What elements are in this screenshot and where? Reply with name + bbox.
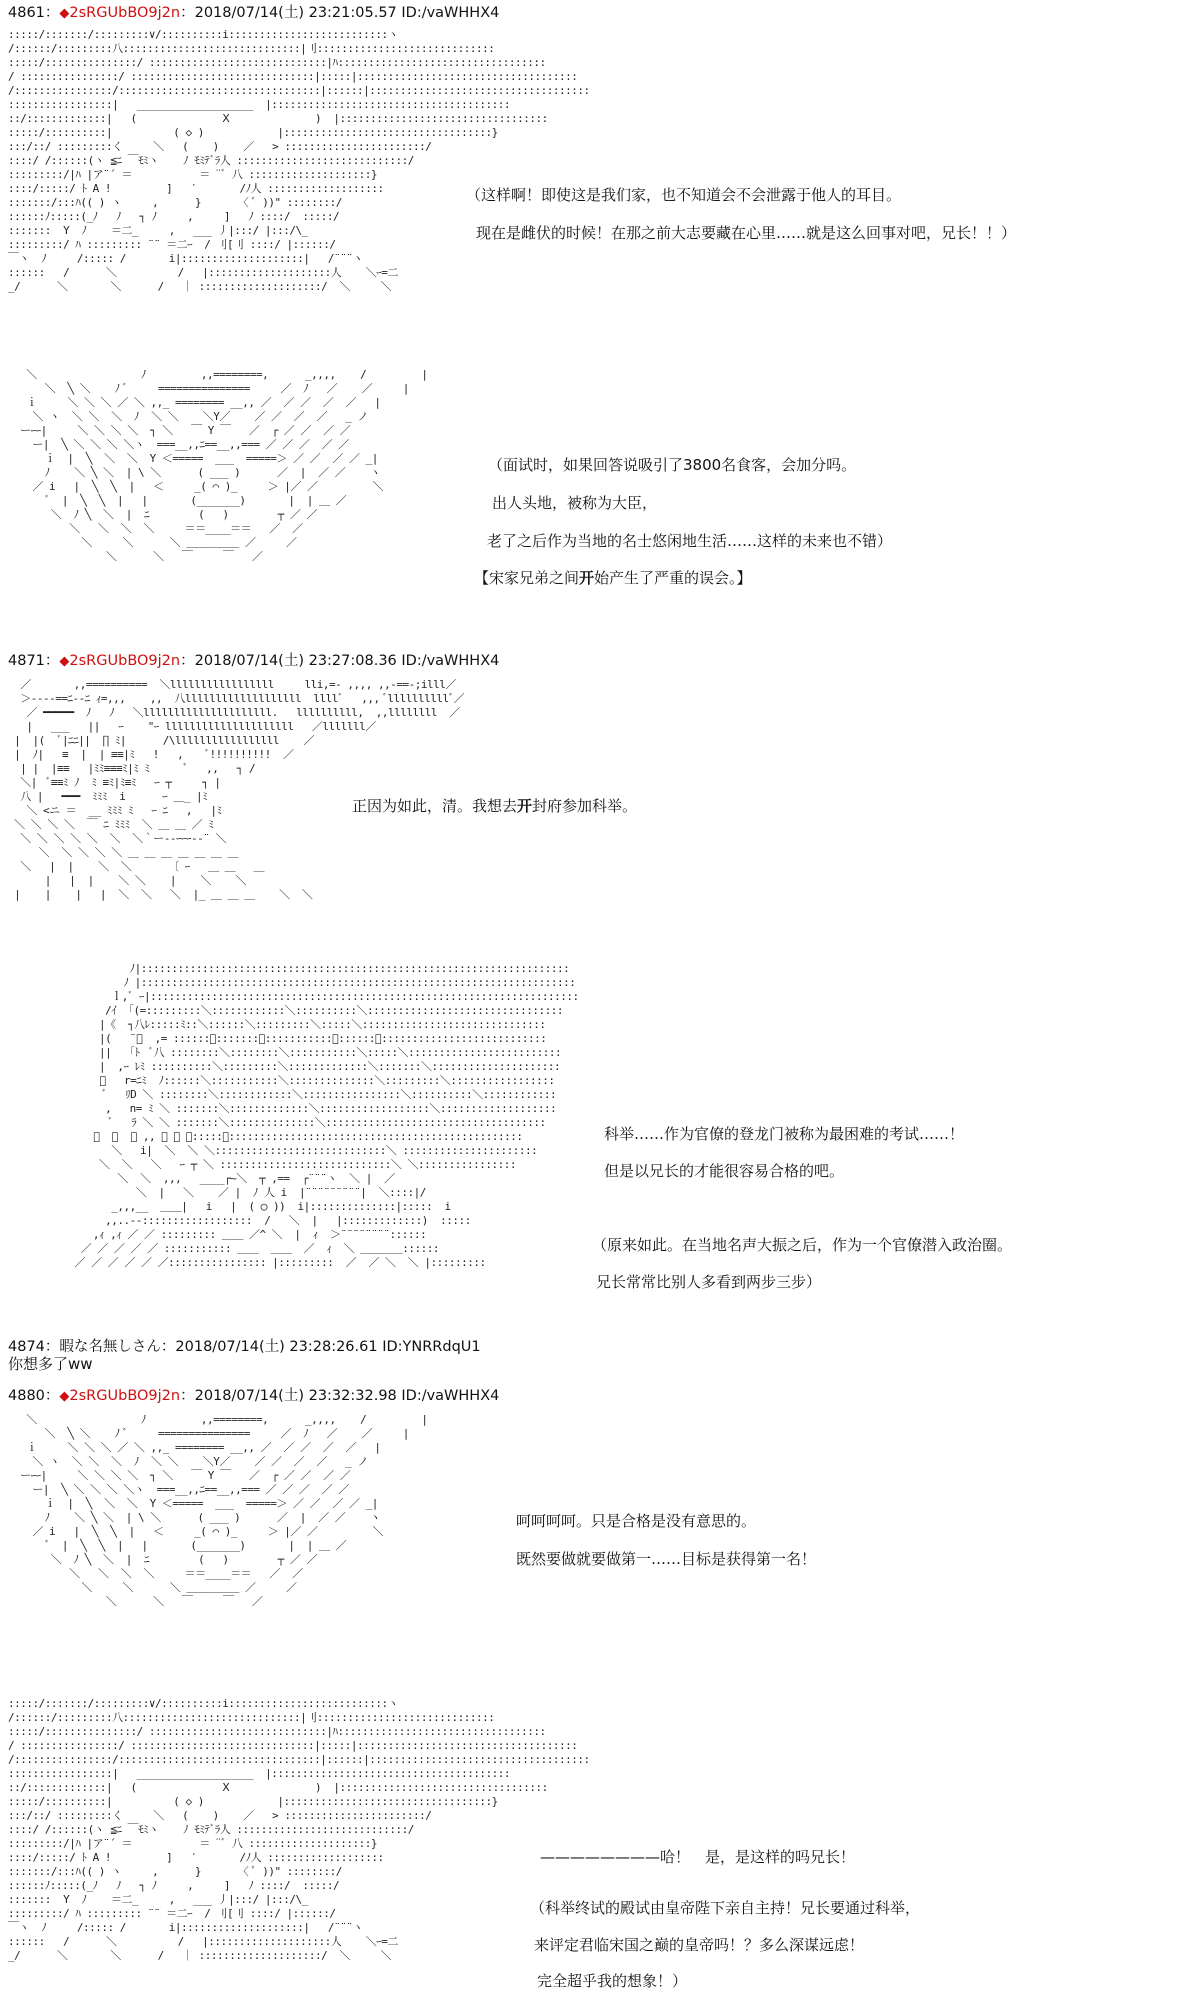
post-number[interactable]: 4871: [8, 653, 45, 669]
post-trip: 2sRGUbBO9j2n: [69, 5, 181, 21]
post-header: 4874：暇な名無しさん：2018/07/14(土) 23:28:26.61 ID:YNRRdqU1: [8, 1339, 481, 1355]
trip-diamond-icon: ◆: [59, 6, 70, 21]
ascii-art-character: ﾉ|:::::::::::::::::::::::::::::::::::::::::::::::::::::::::::::::::::::: ﾉ |::::::::::::::::::::::::::::::::::::::::::::::::::::::::::::::::::::::: ｌ,ﾞ ｰ|:::::::::::::::::::::::::::::::::::::::::::::::::::::::::::::::::::::: /ｲ ｢(=:::::::::＼::::::::::::＼::::::::::＼:::::::::::::::::::::::::::::::: |《 ┐八ﾚ:::::ﾐ::＼::::::＼:::::::::＼:::::＼:::::::::::::::::::::::::::::: |( ¨ﾞ ,= ::::::＼:::::::＼:::::::::::＼::::::＼::::::::::::::::::::::::::: || ｢ﾄ ﾞ八 ::::::::＼::::::::＼:::::::::::＼:::::＼::::::::::::::::::::::::: | ,ｰ ﾚﾐ ::::::::::＼:::::::::＼:::::::::::::＼:::::::＼::::::::::::::::::::: ﾞ r=ﾆﾐ ﾉ::::::＼:::::::::::＼::::::::::::::＼:::::::::＼::::::::::::::::: ﾞ ﾘD ＼ ::::::::＼::::::::::::＼::::::::::::::::＼::::::::::＼:::::::::::: , n= ﾐ ＼ :::::::＼:::::::::::::＼::::::::::::::::::＼::::::::::::::::::: ﾞ ﾗ ＼ ＼ :::::::＼::::::::::::::＼:::::::::::::::::::::::::::::::::::: ﾞ ､ ﾞ ,, ＼ ＼ ＼:::::＼:::::::::::::::::::::::::::::::::::::::::::::::: ＼ i| ＼ ＼ ＼::::::::::::::::::::::::::::＼ :::::::::::::::::::::: ＼ ＼ ＼ ｰ ┬ ＼ ::::::::::::::::::::::::::::＼ ＼:::::::::::::::: ＼ ＼ ,,, ____┌~＼ ┬ ,== ┌¨¨¨ヽ ＼ | ／ ＼ | ＼ ／ | ﾉ 人 i |¨¨¨¨¨¨¨¨¨| ＼::::|/ _,,,__ ＿＿| i | ( ◯ )) i|::::::::::::::|::::: i ,,..--:::::::::::::::::: / ＼ | |:::::::::::::) ::::: ,ｨ ,ｨ ／ ／ ::::::::: ＿＿ ／^ ＼ | ｨ ＞¨¨¨¨¨¨¨¨:::::: ／ ／ ／ ／ ／ ::::::::::: ＿＿ ＿＿ ／ ｨ ＼ ＿＿＿＿:::::: ／ ／ ／ ／ ／ ／:::::::::::::::: |::::::::: ／ ／ ＼ ＼ |:::::::::: [74, 962, 579, 1269]
dialog-line: 老了之后作为当地的名士悠闲地生活……这样的未来也不错）: [487, 532, 893, 550]
dialog-line: 既然要做就要做第一……目标是获得第一名！: [516, 1550, 817, 1568]
trip-diamond-icon: ◆: [59, 654, 70, 669]
post-trip: 2sRGUbBO9j2n: [69, 653, 181, 669]
ascii-art-character: ＼ ﾉ ,,========, _,,,, / | ＼ ╲ ＼ ﾉ ﾞ =============== ／ ﾉ ／ ／ | ｉ ＼ ＼ ＼ ／ ＼ ,,_ ======== __,, ／ ／ ／ ／ ／ | ＼ ヽ ＼ ＼ ＼ ﾉ ＼ ＼ ＼Y／ ／ ／ ／ ／ _ ノ ーｰｰ| ＼ ＼ ＼ ＼ ┐ ＼ ￣ Y ￣ ／ ┌ ／ ／ ／ ／ ー| ╲ ＼ ＼ ＼ ＼ヽ ===__,,ﾆ==__,,=== ／ ／ ／ ／ ／ ｉ | ╲ ＼ ＼ Y ＜===== ___ =====＞ ／ ／ ／ ／ _| ﾉ ＼ ╲ ＼ | \ ＼ ( ___ ) ／ | ／ ／ ヽ ／ i | ╲ ╲ | ＜ _( ⌒ )_ ＞ |／ ／ ＼ ﾞ | ╲ ╲ | | (_______) | | ＿ ／ ＼ ﾉ ╲ ＼ | ﾆ ( ) ┬ ／ ／ ＼ ＼ ＼ ＼ ＝＝____＝＝ ／ ／ ＼ ＼ ＼ ＿＿＿＿＿ ／ ／ ＼ ＼ ￣ ￣ ／: [20, 368, 428, 563]
post-header: 4880：◆2sRGUbBO9j2n：2018/07/14(土) 23:32:32.98 ID:/vaWHHX4: [8, 1388, 500, 1404]
dialog-line: 【宋家兄弟之间开始产生了严重的误会。】: [474, 569, 752, 587]
post-trip: 2sRGUbBO9j2n: [69, 1388, 181, 1404]
dialog-line: 科举……作为官僚的登龙门被称为最困难的考试……！: [604, 1125, 965, 1143]
dialog-line: 出人头地，被称为大臣，: [492, 494, 658, 512]
post-date: ：2018/07/14(土) 23:32:32.98 ID:/vaWHHX4: [180, 1388, 500, 1404]
dialog-line: 但是以兄长的才能很容易合格的吧。: [604, 1162, 845, 1180]
dialog-line: 现在是雌伏的时候！在那之前大志要藏在心里……就是这么回事对吧，兄长！！）: [476, 224, 1017, 242]
post-header: 4871：◆2sRGUbBO9j2n：2018/07/14(土) 23:27:08.36 ID:/vaWHHX4: [8, 653, 500, 669]
dialog-line: （原来如此。在当地名声大振之后，作为一个官僚潜入政治圈。: [592, 1236, 1013, 1254]
post-number[interactable]: 4861: [8, 5, 45, 21]
post-header: 4861：◆2sRGUbBO9j2n：2018/07/14(土) 23:21:05.57 ID:/vaWHHX4: [8, 5, 500, 21]
dialog-line: （科举终试的殿试由皇帝陛下亲自主持！兄长要通过科举，: [530, 1899, 921, 1917]
ascii-art-character: ＼ ﾉ ,,========, _,,,, / | ＼ ╲ ＼ ﾉ ﾞ =============== ／ ﾉ ／ ／ | ｉ ＼ ＼ ＼ ／ ＼ ,,_ ======== __,, ／ ／ ／ ／ ／ | ＼ ヽ ＼ ＼ ＼ ﾉ ＼ ＼ ＼Y／ ／ ／ ／ ／ _ ノ ーｰｰ| ＼ ＼ ＼ ＼ ┐ ＼ ￣ Y ￣ ／ ┌ ／ ／ ／ ／ ー| ╲ ＼ ＼ ＼ ＼ヽ ===__,,ﾆ==__,,=== ／ ／ ／ ／ ／ ｉ | ╲ ＼ ＼ Y ＜===== ___ =====＞ ／ ／ ／ ／ _| ﾉ ＼ ╲ ＼ | \ ＼ ( ___ ) ／ | ／ ／ ヽ ／ i | ╲ ╲ | ＜ _( ⌒ )_ ＞ |／ ／ ＼ ﾞ | ╲ ╲ | | (_______) | | ＿ ／ ＼ ﾉ ╲ ＼ | ﾆ ( ) ┬ ／ ／ ＼ ＼ ＼ ＼ ＝＝____＝＝ ／ ／ ＼ ＼ ＼ ＿＿＿＿＿ ／ ／ ＼ ＼ ￣ ￣ ／: [20, 1413, 428, 1608]
ascii-art-character: :::::/:::::::/:::::::::∨/::::::::::i::::::::::::::::::::::::::ヽ /::::::/:::::::::八:::::::::::::::::::::::::::::|刂::::::::::::::::::::::::::::: :::::/:::::::::::::::/ :::::::::::::::::::::::::::::|ﾊ:::::::::::::::::::::::::::::::::: / ::::::::::::::::/ ::::::::::::::::::::::::::::::|:::::|:::::::::::::::::::::::::::::::::::: /::::::::::::::::/:::::::::::::::::::::::::::::::::|::::::|:::::::::::::::::::::::::::::::::::: :::::::::::::::::| ___________________ |::::::::::::::::::::::::::::::::::::::: ::/:::::::::::::| ( Ⅹ ) |:::::::::::::::::::::::::::::::::: :::::/::::::::::| ( ◇ ) |::::::::::::::::::::::::::::::::::} :::/::/ :::::::::く ＼ ( ) ／ > :::::::::::::::::::::::/ ::::/ /::::::(ヽ ≦ﾆ ￣ﾓﾐヽ ﾉ ﾓﾐﾃﾞﾗ人 ::::::::::::::::::::::::::::/ :::::::::/|ﾊ |ア¨´ ＝ ＝ ¨ﾞ 八 ::::::::::::::::::::} ::::/:::::/ ﾄ A ! ] ′ /ﾉ人 ::::::::::::::::::: :::::::/:::ﾊ(( ) ヽ , } 〈 ﾞ ))" ::::::::/ ::::::ﾉ:::::(_ﾉ ﾉ ┐ ﾉ , ] ﾉ ::::/ :::::/ ::::::: Y ﾉ ＝二_ , ___ 丿|:::/ |:::/\_ :::::::::/ ﾊ ::::::::: ¨¨ ＝二ｰ / 刂[刂 ::::/ |::::::/ ￣ヽ ﾉ /::::: / i|::::::::::::::::::::| /¨¨¨ヽ :::::: / ＼ / |::::::::::::::::::::人 ＼ｰ=二 _/ ＼ ＼ / ｜ ::::::::::::::::::::/ ＼ ＼: [8, 1697, 590, 1962]
dialog-line: 正因为如此，清。我想去开封府参加科举。: [352, 797, 638, 815]
dialog-line: 完全超乎我的想象！）: [537, 1972, 688, 1990]
post-number[interactable]: 4880: [8, 1388, 45, 1404]
ascii-art-character: ／ ,,========== ＼lllllllllllllllll lli,=- ,,,, ,,-==-;illl／ ＞----==ﾆ--ﾆ ｨ=,,, ,, 八lllllllllllllllllll llllﾞ ,,, ﾞllllllllllﾞ／ ／ ━━━━━ ﾉ ﾉ ＼lllllllllllllllllllll. llllllllll, ,,llllllll ／ | ___ || ｰ "ｰ lllllllllllllllllllll ／lllllll／ | |( ﾞ|ﾆﾆ|| ∏ ﾐ| /\lllllllllllllllll ／ | ﾉ| ≡ | | ≡≡|ﾐ ! , ﾞ!!!!!!!!!! ／ | | |≡≡ |ﾐﾐ≡≡≡ﾐ|ﾐ ﾐ ﾞ ,, ┐ / ＼| ﾞ≡≡ﾐ ﾉ ﾐ ≡ﾐ|ﾐ≡ﾐ ｰ ┬ ┐ | 八 | ━━━ ﾐﾐﾐ i ｰ ＿_ |ﾐ ＼ <ニ ＝ __ ﾐﾐﾐ ﾐ ｰ ﾆ , |ﾐ ＼ ＼ ＼ ＼ ￣ ﾆ ﾐﾐﾐ ＼ ＿ ＿ ／ ﾐ ＼ ＼ ＼ ＼ ＼ ＼ ＼｀ー--ｰｰｰ--¨ ＼ ＼ ＼ ＼ ＼ ＼ ＿ ＿ ＿ ＿ ＿ ＿ ＿ ＼ | | ＼ ＼ 〔 ｰ ＿ ＿ ＿ | | | ＼ ＼ | ＼ ＼ | | | | ＼ ＼ ＼ |_ ＿ ＿ ＿ ＼ ＼: [14, 678, 465, 901]
dialog-line: 来评定君临宋国之巅的皇帝吗！？多么深谋远虑！: [534, 1936, 865, 1954]
dialog-line: ————————哈！ 是，是这样的吗兄长！: [540, 1848, 856, 1866]
dialog-line: （面试时，如果回答说吸引了3800名食客，会加分吗。: [488, 456, 857, 474]
dialog-line: （这样啊！即使这是我们家，也不知道会不会泄露于他人的耳目。: [466, 186, 902, 204]
post-number[interactable]: 4874: [8, 1339, 45, 1355]
trip-diamond-icon: ◆: [59, 1389, 70, 1404]
post-body: 你想多了ww: [8, 1355, 93, 1373]
post-author-name: 暇な名無しさん: [59, 1339, 161, 1355]
dialog-line: 呵呵呵呵。只是合格是没有意思的。: [516, 1512, 757, 1530]
post-date: ：2018/07/14(土) 23:28:26.61 ID:YNRRdqU1: [160, 1339, 481, 1355]
ascii-art-character: :::::/:::::::/:::::::::∨/::::::::::i::::::::::::::::::::::::::ヽ /::::::/:::::::::八:::::::::::::::::::::::::::::|刂::::::::::::::::::::::::::::: :::::/:::::::::::::::/ :::::::::::::::::::::::::::::|ﾊ:::::::::::::::::::::::::::::::::: / ::::::::::::::::/ ::::::::::::::::::::::::::::::|:::::|:::::::::::::::::::::::::::::::::::: /::::::::::::::::/:::::::::::::::::::::::::::::::::|::::::|:::::::::::::::::::::::::::::::::::: :::::::::::::::::| ___________________ |::::::::::::::::::::::::::::::::::::::: ::/:::::::::::::| ( Ⅹ ) |:::::::::::::::::::::::::::::::::: :::::/::::::::::| ( ◇ ) |::::::::::::::::::::::::::::::::::} :::/::/ :::::::::く ＼ ( ) ／ > :::::::::::::::::::::::/ ::::/ /::::::(ヽ ≦ﾆ ￣ﾓﾐヽ ﾉ ﾓﾐﾃﾞﾗ人 ::::::::::::::::::::::::::::/ :::::::::/|ﾊ |ア¨´ ＝ ＝ ¨ﾞ 八 ::::::::::::::::::::} ::::/:::::/ ﾄ A ! ] ′ /ﾉ人 ::::::::::::::::::: :::::::/:::ﾊ(( ) ヽ , } 〈 ﾞ ))" ::::::::/ ::::::ﾉ:::::(_ﾉ ﾉ ┐ ﾉ , ] ﾉ ::::/ :::::/ ::::::: Y ﾉ ＝二_ , ___ 丿|:::/ |:::/\_ :::::::::/ ﾊ ::::::::: ¨¨ ＝二ｰ / 刂[刂 ::::/ |::::::/ ￣ヽ ﾉ /::::: / i|::::::::::::::::::::| /¨¨¨ヽ :::::: / ＼ / |::::::::::::::::::::人 ＼ｰ=二 _/ ＼ ＼ / ｜ ::::::::::::::::::::/ ＼ ＼: [8, 28, 590, 293]
post-date: ：2018/07/14(土) 23:21:05.57 ID:/vaWHHX4: [180, 5, 500, 21]
dialog-line: 兄长常常比别人多看到两步三步）: [596, 1273, 822, 1291]
post-date: ：2018/07/14(土) 23:27:08.36 ID:/vaWHHX4: [180, 653, 500, 669]
